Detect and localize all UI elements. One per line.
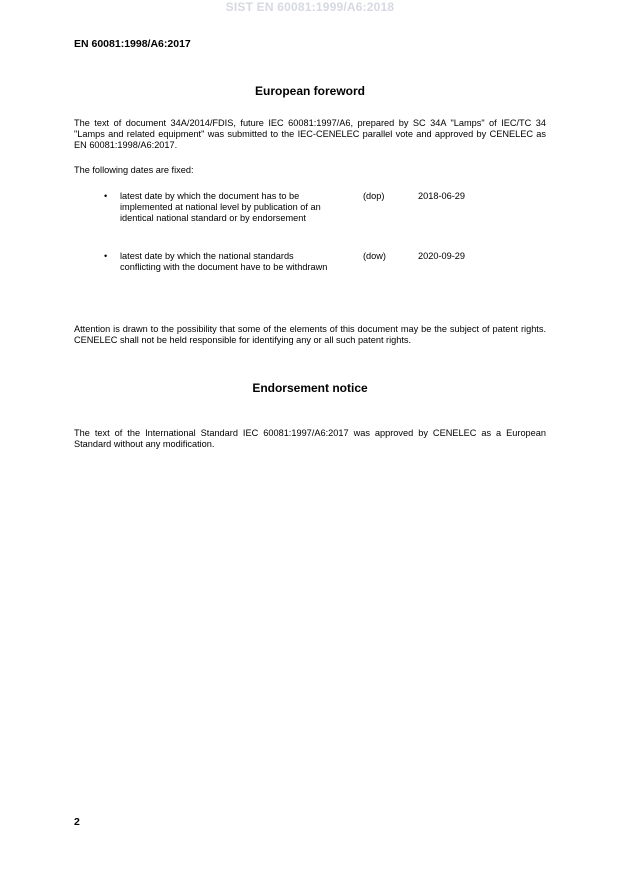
endorsement-title: Endorsement notice: [252, 381, 368, 395]
document-id: EN 60081:1998/A6:2017: [74, 38, 191, 50]
date-item-code: (dow): [363, 251, 386, 261]
foreword-title: European foreword: [254, 84, 365, 98]
date-item-date: 2020-09-29: [418, 251, 465, 261]
dates-intro: The following dates are fixed:: [74, 165, 194, 175]
watermark: SIST EN 60081:1999/A6:2018: [225, 0, 395, 14]
bullet-icon: •: [104, 191, 108, 201]
page-number: 2: [74, 816, 80, 828]
date-item-date: 2018-06-29: [418, 191, 465, 201]
date-item-text: latest date by which the national standards conflicting with the document have to be withdrawn: [120, 251, 328, 272]
patent-attention-paragraph: Attention is drawn to the possibility that some of the elements of this document may be the subject of patent rights. CENELEC shall not be held responsible for identifying any or all such patent rights.: [74, 324, 546, 345]
foreword-paragraph: The text of document 34A/2014/FDIS, future IEC 60081:1997/A6, prepared by SC 34A "Lamps" of IEC/TC 34 "Lamps and related equipment" was submitted to the IEC-CENELEC parallel vote and approved by CENELEC as EN 60081:1998/A6:2017.: [74, 118, 546, 150]
bullet-icon: •: [104, 251, 108, 261]
endorsement-paragraph: The text of the International Standard IEC 60081:1997/A6:2017 was approved by CENELEC as a European Standard without any modification.: [74, 428, 546, 449]
date-item-code: (dop): [363, 191, 385, 201]
date-item-text: latest date by which the document has to be implemented at national level by publication of an identical national standard or by endorsement: [120, 191, 321, 223]
